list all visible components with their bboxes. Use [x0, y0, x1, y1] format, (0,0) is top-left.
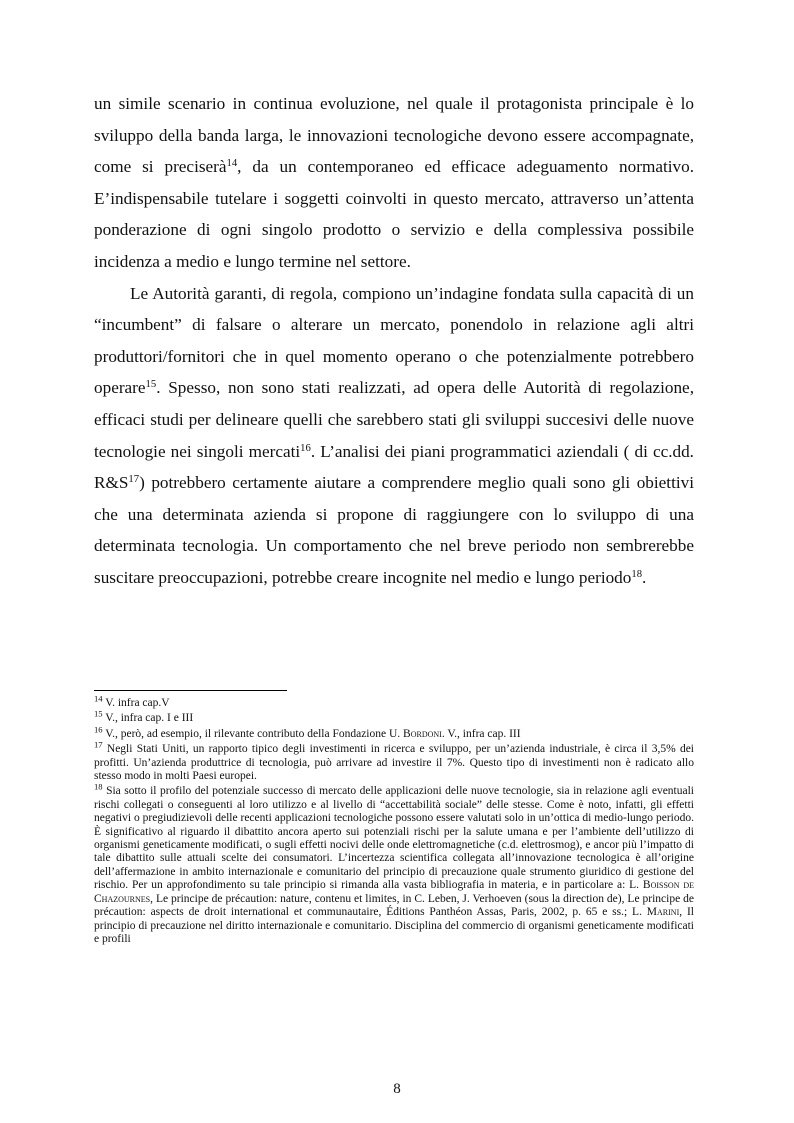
footnote-17: $^{17}$ Negli Stati Uniti, un rapporto tipico degli investimenti in ricerca e sviluppo, per un’azienda industriale, è circa il 3,5% dei profitti. Un’azienda produttrice di tecnologia, può arrivare ad investire il 7%. Questo tipo di investimenti non è radicato allo stesso modo in molti Paesi europei.: [94, 739, 694, 783]
footnote-ref-14[interactable]: 14: [226, 158, 238, 170]
footnote-16: $^{16}$ V., però, ad esempio, il rilevante contributo della Fondazione U. Bordoni. V., infra cap. III: [94, 724, 521, 740]
footnote-ref-16[interactable]: 16: [300, 442, 311, 454]
footnote-separator: [94, 690, 287, 691]
page-number: 8: [393, 1081, 401, 1097]
footnote-ref-15[interactable]: 15: [145, 379, 157, 391]
footnote-ref-18[interactable]: 18: [631, 569, 643, 581]
paragraph-2: Le Autorità garanti, di regola, compiono un’indagine fondata sulla capacità di un “incumbent” di falsare o alterare un mercato, ponendolo in relazione agli altri produttori/fornitori che in quel momento operano o che potenzialmente potrebbero operare$^{15}$. Spesso, non sono stati realizzati, ad opera delle Autorità di regolazione, efficaci studi per delineare quelli che sarebbero stati gli sviluppi succesivi delle nuove tecnologie nei singoli mercati$^{16}$. L’analisi dei piani programmatici aziendali ( di cc.dd. $R\&S^{17}$) potrebbero certamente aiutare a comprendere meglio quali sono gli obiettivi che una determinata azienda si propone di raggiungere con lo sviluppo di una determinata tecnologia. Un comportamento che nel breve periodo non sembrerebbe suscitare preoccupazioni, potrebbe creare incognite nel medio e lungo periodo$^{18}$.: [94, 283, 694, 587]
footnotes: [94, 693, 694, 948]
footnote-18: $^{18}$ Sia sotto il profilo del potenziale successo di mercato delle applicazioni delle nuove tecnologie, sia in relazione agli eventuali rischi collegati o conseguenti al loro utilizzo e al livello di “accettabilità sociale” delle stesse. Come è noto, infatti, gli effetti negativi o pregiudizievoli delle recenti applicazioni tecnologiche possono essere valutati solo in un’ottica di medio-lungo periodo. È significativo al riguardo il dibattito ancora aperto sui potenziali rischi per la salute umana e per l’ambiente dell’utilizzo di organismi geneticamente modificati, o sugli effetti nocivi delle onde elettromagnetiche (c.d. elettrosmog), e ancor più l’impatto di tale dibattito sulle attuali scelte dei consumatori. L’incertezza scientifica collegata all’innovazione tecnologica è all’origine dell’affermazione in ambito internazionale e comunitario del principio di precauzione quale strumento giuridico di gestione del rischio. Per un approfondimento su tale principio si rimanda alla vasta bibliografia in materia, e in particolare a: L. Boisson de Chazournes, Le principe de précaution: nature, contenu et limites, in C. Leben, J. Verhoeven (sous la direction de), Le principe de précaution: aspects de droit international et communautaire, Éditions Panthéon Assas, Paris, 2002, p. 65 e ss.; L. Marini, Il principio di precauzione nel diritto internazionale e comunitario. Disciplina del commercio di organismi geneticamente modificati e profili: [94, 782, 694, 945]
footnote-15: $^{15}$ V., infra cap. I e III: [94, 709, 194, 725]
paragraph-1: un simile scenario in continua evoluzione, nel quale il protagonista principale è lo sviluppo della banda larga, le innovazioni tecnologiche devono essere accompagnate, come si preciserà$^{14}$, da un contemporaneo ed efficace adeguamento normativo. E’indispensabile tutelare i soggetti coinvolti in questo mercato, attraverso un’attenta ponderazione di ogni singolo prodotto o servizio e della complessiva possibile incidenza a medio e lungo termine nel settore.: [94, 94, 694, 271]
footnote-14: $^{14}$ V. infra cap.V: [94, 693, 170, 709]
footnote-ref-17[interactable]: 17: [128, 474, 140, 486]
body-text: [94, 88, 694, 594]
